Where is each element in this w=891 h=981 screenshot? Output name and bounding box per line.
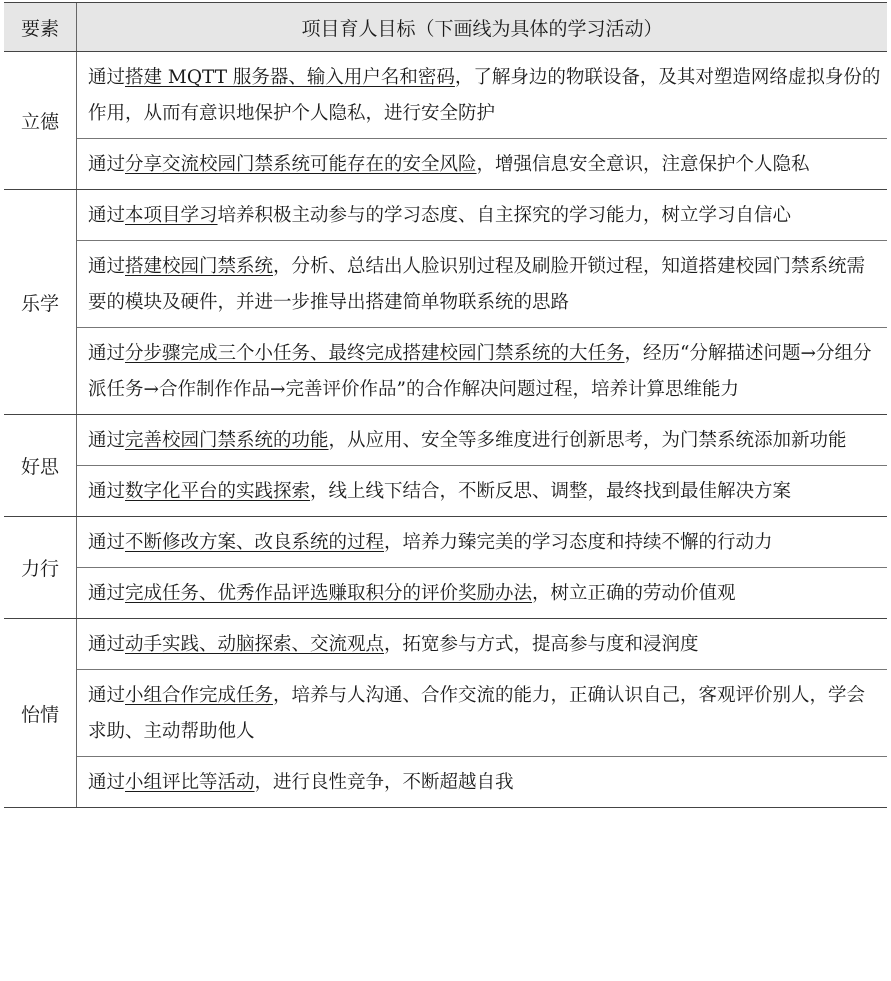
goal-text: ，增强信息安全意识，注意保护个人隐私 [476,154,810,175]
header-goal: 项目育人目标（下画线为具体的学习活动） [301,17,663,40]
element-name: 好思 [4,415,77,516]
goal-item [77,466,887,516]
goal-text: ，培养力臻完美的学习态度和持续不懈的行动力 [384,532,773,553]
goal-list [77,517,887,618]
goal-prefix: 通过 [88,685,126,706]
goal-list [77,190,887,414]
goal-prefix: 通过 [88,256,126,277]
learning-activity: 动手实践、动脑探索、交流观点 [125,634,385,655]
goal-text: ，拓宽参与方式，提高参与度和浸润度 [384,634,699,655]
goal-item [77,328,887,414]
learning-activity: 小组评比等活动 [125,772,255,793]
element-group [4,517,887,619]
goal-item [77,757,887,807]
goal-prefix: 通过 [88,205,126,226]
goal-prefix: 通过 [88,430,126,451]
table-body [4,52,887,808]
element-name: 怡情 [4,619,77,807]
learning-activity: 小组合作完成任务 [125,685,274,706]
element-group [4,619,887,808]
learning-activity: 搭建 MQTT 服务器、输入用户名和密码 [125,67,455,88]
learning-activity: 不断修改方案、改良系统的过程 [125,532,385,553]
goal-list [77,52,887,189]
goal-prefix: 通过 [88,634,126,655]
element-group [4,415,887,517]
learning-activity: 完善校园门禁系统的功能 [125,430,329,451]
learning-activity: 分享交流校园门禁系统可能存在的安全风险 [125,154,477,175]
goal-item [77,568,887,618]
goal-prefix: 通过 [88,532,126,553]
goal-text: ，分析、总结出人脸识别过程及刷脸开锁过程，知道搭建校园门禁系统需要的模块及硬件，并进一步推导出搭建简单物联系统的思路 [88,256,866,313]
goal-prefix: 通过 [88,343,126,364]
goal-prefix: 通过 [88,481,126,502]
element-name: 力行 [4,517,77,618]
element-name: 立德 [4,52,77,189]
goal-text: ，进行良性竞争，不断超越自我 [254,772,514,793]
goal-item [77,517,887,568]
goal-text: ，经历“分解描述问题→分组分派任务→合作制作作品→完善评价作品”的合作解决问题过程，培养计算思维能力 [88,343,872,400]
learning-activity: 搭建校园门禁系统 [125,256,274,277]
element-name: 乐学 [4,190,77,414]
goal-item [77,139,887,189]
education-goals-table [4,2,887,808]
goal-prefix: 通过 [88,583,126,604]
goal-list [77,415,887,516]
learning-activity: 完成任务、优秀作品评选赚取积分的评价奖励办法 [125,583,533,604]
header-element: 要素 [4,3,77,51]
goal-item [77,241,887,328]
goal-item [77,415,887,466]
goal-text: ，从应用、安全等多维度进行创新思考，为门禁系统添加新功能 [328,430,847,451]
element-group [4,52,887,190]
goal-item [77,190,887,241]
goal-list [77,619,887,807]
goal-text: 培养积极主动参与的学习态度、自主探究的学习能力，树立学习自信心 [217,205,792,226]
goal-prefix: 通过 [88,772,126,793]
goal-item [77,619,887,670]
learning-activity: 本项目学习 [125,205,218,226]
learning-activity: 分步骤完成三个小任务、最终完成搭建校园门禁系统的大任务 [125,343,625,364]
goal-prefix: 通过 [88,67,126,88]
table-header [4,2,887,52]
goal-text: ，线上线下结合，不断反思、调整，最终找到最佳解决方案 [310,481,792,502]
goal-text: ，了解身边的物联设备，及其对塑造网络虚拟身份的作用，从而有意识地保护个人隐私，进行安全防护 [88,67,881,124]
learning-activity: 数字化平台的实践探索 [125,481,311,502]
goal-text: ，树立正确的劳动价值观 [532,583,736,604]
goal-item [77,670,887,757]
goal-text: ，培养与人沟通、合作交流的能力，正确认识自己，客观评价别人，学会求助、主动帮助他人 [88,685,866,742]
goal-item [77,52,887,139]
element-group [4,190,887,415]
goal-prefix: 通过 [88,154,126,175]
